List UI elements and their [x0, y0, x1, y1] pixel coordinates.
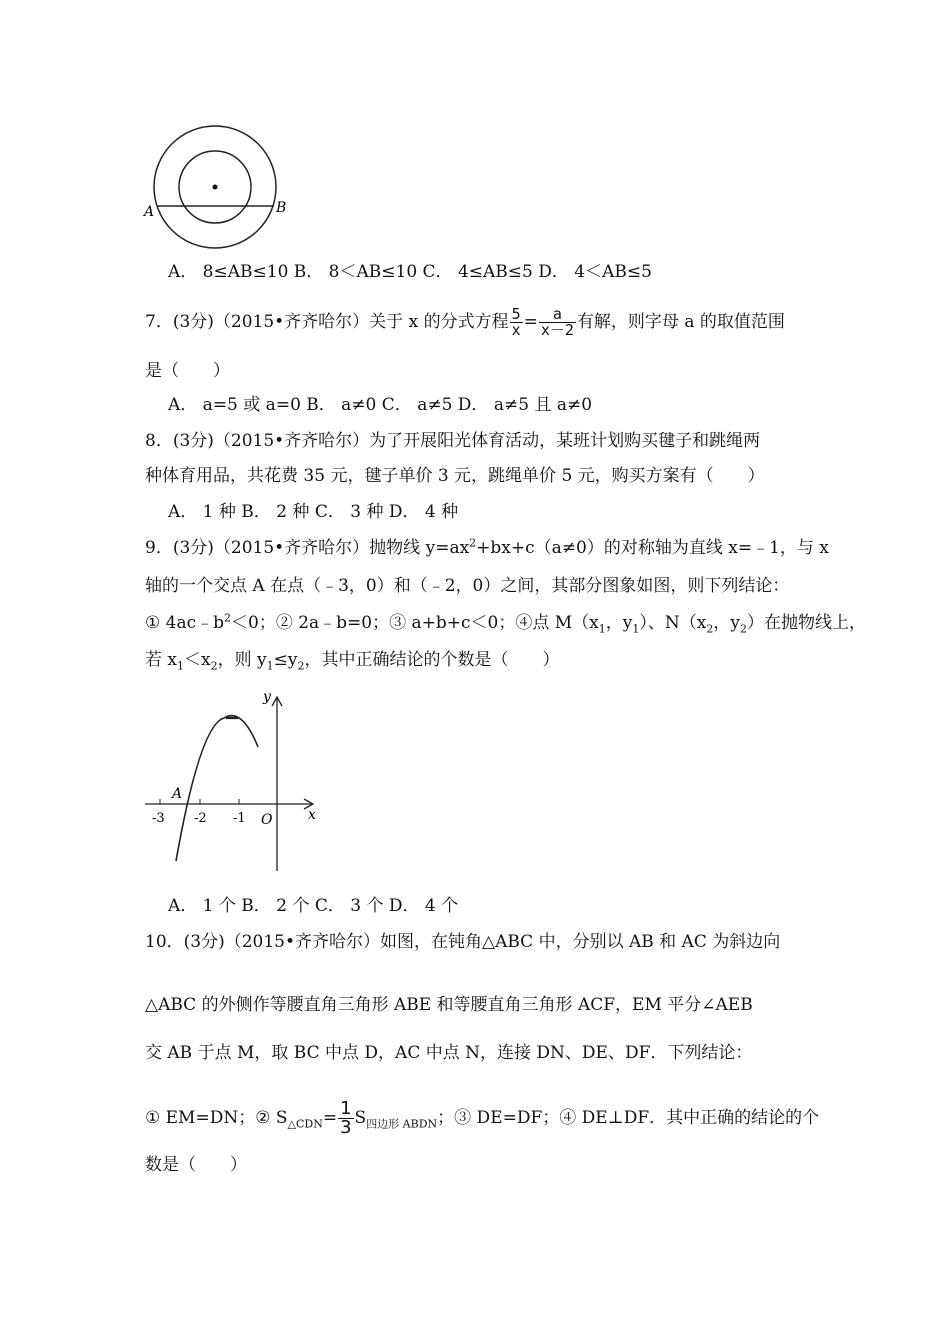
- q9-l3-sub3: 2: [706, 622, 714, 636]
- q10-l4-a: ① EM=DN；② S: [145, 1108, 288, 1128]
- q9-l4-b: ＜x: [184, 650, 211, 670]
- q7-fraction-1: [510, 307, 523, 338]
- q7-frac2-den: x－2: [540, 321, 574, 339]
- q10-l4-eq: =: [322, 1108, 338, 1128]
- q7-options: A． a=5 或 a=0 B． a≠0 C． a≠5 D． a≠5 且 a≠0: [168, 395, 593, 415]
- q9-l4-sub2: 2: [210, 659, 218, 673]
- q6-options: A． 8≤AB≤10 B． 8＜AB≤10 C． 4≤AB≤5 D． 4＜AB≤5: [168, 262, 652, 282]
- q9-l3-sup: 2: [224, 611, 231, 625]
- q10-line2: △ABC 的外侧作等腰直角三角形 ABE 和等腰直角三角形 ACF，EM 平分∠AEB: [145, 995, 753, 1015]
- q7-suffix: 有解，则字母 a 的取值范围: [576, 312, 785, 332]
- q10-fraction: [338, 1100, 353, 1137]
- label-a: A: [144, 204, 155, 220]
- concentric-circles-figure: [140, 120, 300, 250]
- q7-frac1-den: x: [511, 321, 521, 339]
- q9-l3-c: ，y: [605, 613, 633, 633]
- q9-options: A． 1 个 B． 2 个 C． 3 个 D． 4 个: [168, 896, 459, 916]
- tick-label-minus-3: -3: [152, 811, 165, 826]
- q10-l4-b: S: [354, 1108, 367, 1128]
- q9-line3: [145, 610, 866, 636]
- q9-l4-e: ，其中正确结论的个数是（ ）: [304, 650, 560, 670]
- q7-line2: 是（ ）: [145, 361, 230, 381]
- q9-l3-d: ）、N（x: [639, 613, 707, 633]
- q10-line3: 交 AB 于点 M，取 BC 中点 D，AC 中点 N，连接 DN、DE、DF．下列结论：: [145, 1043, 753, 1063]
- q7-frac1-num: 5: [511, 305, 521, 323]
- q9-line4: [145, 647, 559, 673]
- q9-l4-sub3: 1: [266, 659, 274, 673]
- q7-fraction-2: [539, 307, 576, 338]
- origin-label: O: [261, 812, 273, 828]
- q7-line1: [145, 307, 785, 338]
- q10-frac-num: 1: [340, 1098, 352, 1119]
- x-label: x: [308, 807, 316, 823]
- q9-l3-e: ，y: [713, 613, 740, 633]
- label-b: B: [276, 200, 287, 216]
- q10-line4: [145, 1100, 819, 1137]
- q9-l4-sub1: 1: [177, 659, 184, 673]
- q10-l4-c: ；③ DE=DF；④ DE⊥DF．其中正确的结论的个: [437, 1108, 820, 1128]
- q9-l4-a: 若 x: [145, 650, 177, 670]
- q10-l4-sub2: 四边形 ABDN: [366, 1117, 438, 1131]
- parabola-figure: [140, 685, 330, 880]
- q9-l3-a: ① 4ac﹣b: [145, 613, 224, 633]
- tick-label-minus-2: -2: [194, 811, 207, 826]
- q7-equals: =: [523, 312, 538, 332]
- q9-line1: [145, 535, 829, 561]
- q10-l4-sub1: △CDN: [287, 1117, 323, 1131]
- center-dot: [213, 185, 218, 190]
- q9-l4-d: ≤y: [273, 650, 298, 670]
- q8-line2: 种体育用品，共花费 35 元，毽子单价 3 元，跳绳单价 5 元，购买方案有（ ）: [145, 466, 765, 486]
- q10-line1: 10．(3分)（2015•齐齐哈尔）如图，在钝角△ABC 中，分别以 AB 和 AC 为斜边向: [145, 932, 781, 952]
- q10-line5: 数是（ ）: [145, 1155, 247, 1175]
- q8-options: A． 1 种 B． 2 种 C． 3 种 D． 4 种: [168, 502, 459, 522]
- y-label: y: [263, 689, 271, 705]
- q9-line1-sup: 2: [469, 536, 477, 550]
- q9-line1-a: 9．(3分)（2015•齐齐哈尔）抛物线 y=ax: [145, 538, 470, 558]
- q9-l3-f: ）在抛物线上，: [746, 613, 866, 633]
- q7-frac2-num: a: [539, 307, 576, 323]
- q9-line2: 轴的一个交点 A 在点（﹣3，0）和（﹣2，0）之间，其部分图象如图，则下列结论：: [145, 576, 790, 596]
- q8-line1: 8．(3分)（2015•齐齐哈尔）为了开展阳光体育活动，某班计划购买毽子和跳绳两: [145, 431, 761, 451]
- q7-prefix: 7．(3分)（2015•齐齐哈尔）关于 x 的分式方程: [145, 312, 509, 332]
- q9-l3-b: ＜0；② 2a﹣b=0；③ a+b+c＜0；④点 M（x: [231, 613, 599, 633]
- q9-l3-sub2: 1: [632, 622, 640, 636]
- q9-l3-sub4: 2: [739, 622, 747, 636]
- q9-l4-c: ，则 y: [217, 650, 267, 670]
- q9-line1-b: +bx+c（a≠0）的对称轴为直线 x=﹣1，与 x: [476, 538, 829, 558]
- q10-frac-den: 3: [340, 1117, 352, 1138]
- parabola-curve: [176, 716, 258, 861]
- q9-l4-sub4: 2: [297, 659, 305, 673]
- q9-l3-sub1: 1: [598, 622, 606, 636]
- tick-label-minus-1: -1: [233, 811, 246, 826]
- point-a-label: A: [172, 786, 183, 802]
